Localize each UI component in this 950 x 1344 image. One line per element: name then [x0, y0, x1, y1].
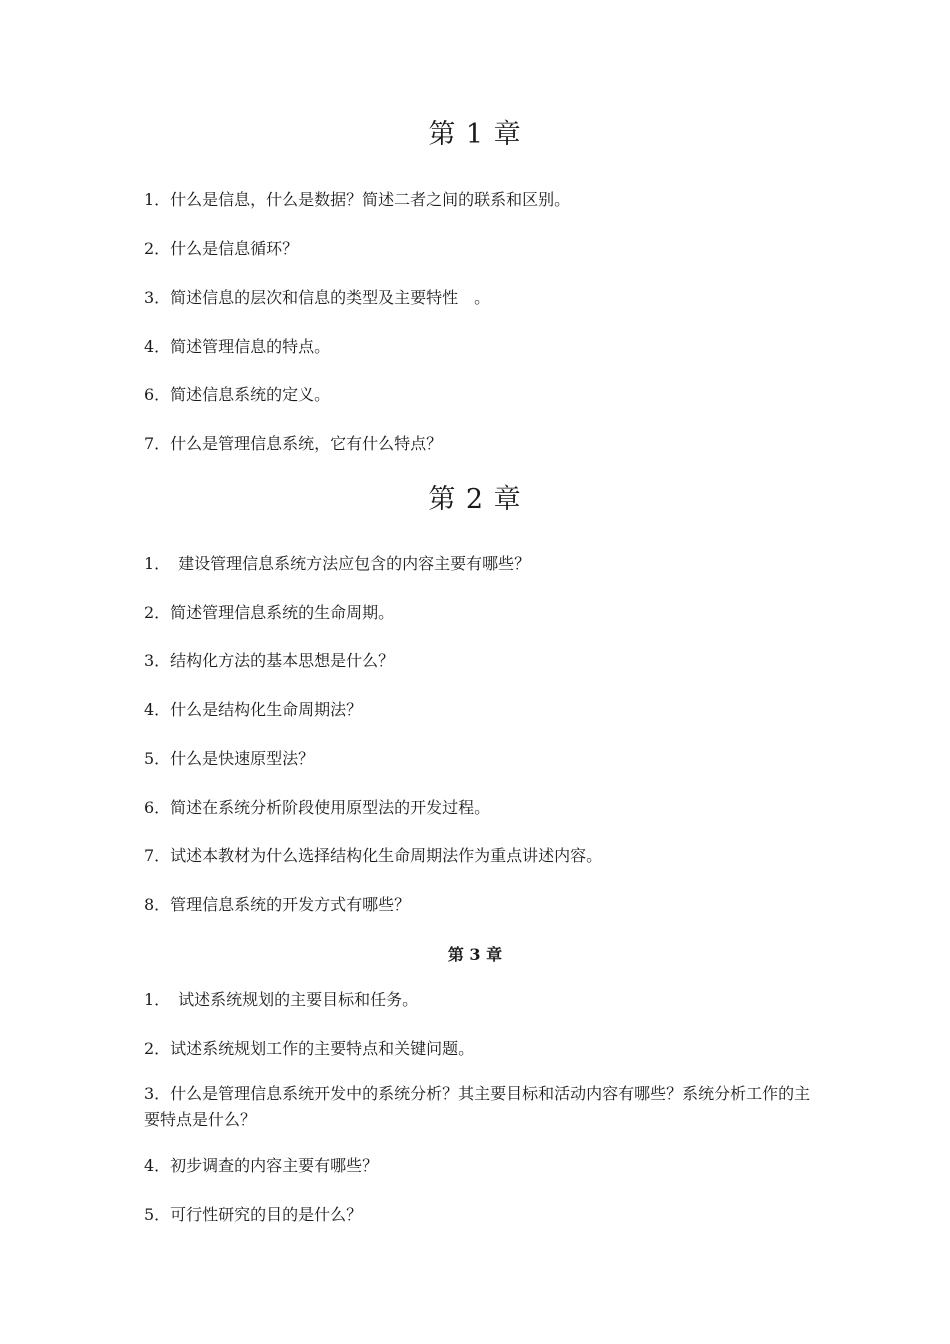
ch3-question: 5．可行性研究的目的是什么？	[144, 1205, 363, 1224]
ch2-question: 5．什么是快速原型法？	[144, 749, 315, 768]
ch1-question: 7．什么是管理信息系统，它有什么特点？	[144, 434, 443, 453]
ch3-question: 1． 试述系统规划的主要目标和任务。	[144, 990, 419, 1009]
ch3-question: 4．初步调查的内容主要有哪些？	[144, 1156, 379, 1175]
ch2-question: 8．管理信息系统的开发方式有哪些？	[144, 895, 411, 914]
ch3-question: 2．试述系统规划工作的主要特点和关键问题。	[144, 1039, 475, 1058]
ch2-question: 2．简述管理信息系统的生命周期。	[144, 603, 395, 622]
ch2-question: 1． 建设管理信息系统方法应包含的内容主要有哪些？	[144, 554, 531, 573]
ch3-question: 3．什么是管理信息系统开发中的系统分析？其主要目标和活动内容有哪些？系统分析工作的主要特点是什么？	[144, 1084, 811, 1129]
ch1-question: 6．简述信息系统的定义。	[144, 385, 331, 404]
chapter-1-title: 第 1 章	[428, 119, 522, 150]
ch2-question: 6．简述在系统分析阶段使用原型法的开发过程。	[144, 798, 491, 817]
ch1-question: 4．简述管理信息的特点。	[144, 337, 331, 356]
chapter-2-title: 第 2 章	[428, 484, 522, 515]
ch1-question: 2．什么是信息循环？	[144, 239, 299, 258]
ch1-question: 1．什么是信息，什么是数据？简述二者之间的联系和区别。	[144, 190, 571, 209]
ch1-question: 3．简述信息的层次和信息的类型及主要特性 。	[144, 288, 491, 307]
ch2-question: 3．结构化方法的基本思想是什么？	[144, 651, 395, 670]
chapter-3-title: 第 3 章	[447, 945, 503, 964]
ch2-question: 7．试述本教材为什么选择结构化生命周期法作为重点讲述内容。	[144, 846, 603, 865]
ch2-question: 4．什么是结构化生命周期法？	[144, 700, 363, 719]
